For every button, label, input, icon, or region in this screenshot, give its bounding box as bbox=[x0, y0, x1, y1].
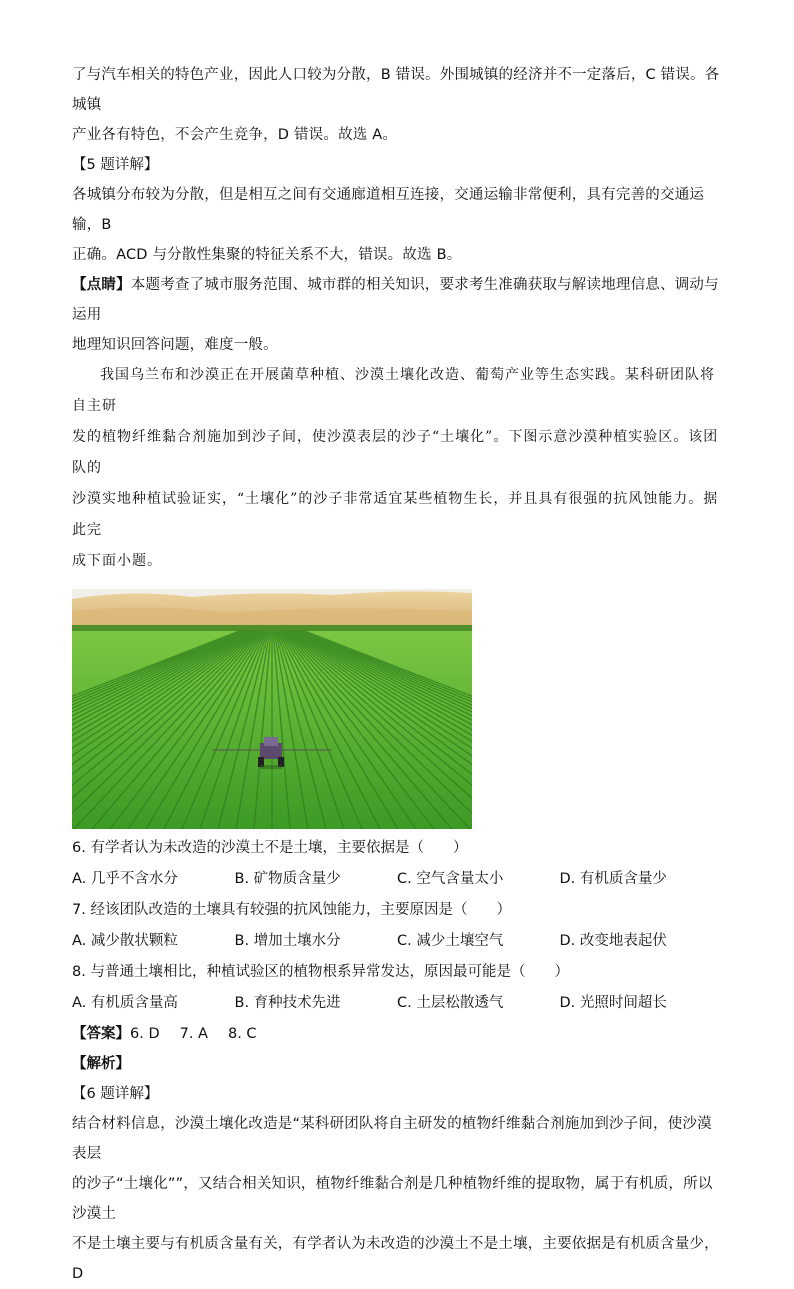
option-a: A. 减少散状颗粒 bbox=[72, 933, 178, 949]
question-8 bbox=[72, 957, 722, 1019]
document-page bbox=[72, 60, 722, 1289]
material-line: 我国乌兰布和沙漠正在开展菌草种植、沙漠土壤化改造、葡萄产业等生态实践。某科研团队将自主研 bbox=[72, 367, 715, 414]
answer-label: 【答案】 bbox=[72, 1026, 130, 1042]
answer-line bbox=[72, 1019, 722, 1049]
question-stem: 8. 与普通土壤相比，种植试验区的植物根系异常发达，原因最可能是（ ） bbox=[72, 964, 569, 980]
option-c: C. 土层松散透气 bbox=[397, 995, 504, 1011]
comment-text: 本题考查了城市服务范围、城市群的相关知识，要求考生准确获取与解读地理信息、调动与运用 bbox=[72, 277, 719, 323]
question-6 bbox=[72, 833, 722, 895]
text-line: 结合材料信息，沙漠土壤化改造是“某科研团队将自主研发的植物纤维黏合剂施加到沙子间，使沙漠表层 bbox=[72, 1116, 712, 1162]
option-a: A. 几乎不含水分 bbox=[72, 871, 178, 887]
question-stem: 7. 经该团队改造的土壤具有较强的抗风蚀能力，主要原因是（ ） bbox=[72, 902, 511, 918]
comment-paragraph bbox=[72, 270, 722, 330]
option-row bbox=[72, 864, 722, 895]
text-line: 各城镇分布较为分散，但是相互之间有交通廊道相互连接，交通运输非常便利，具有完善的交通运输，B bbox=[72, 187, 705, 233]
option-d: D. 光照时间超长 bbox=[559, 995, 667, 1011]
answer-item: 8. C bbox=[227, 1026, 257, 1042]
analysis-label: 【解析】 bbox=[72, 1056, 130, 1072]
text-line: 不是土壤主要与有机质含量有关，有学者认为未改造的沙漠土不是土壤，主要依据是有机质含量少，D bbox=[72, 1236, 719, 1282]
text-line: 产业各有特色，不会产生竞争，D 错误。故选 A。 bbox=[72, 127, 398, 143]
option-b: B. 矿物质含量少 bbox=[234, 871, 341, 887]
material-line: 成下面小题。 bbox=[72, 553, 162, 569]
option-row bbox=[72, 988, 722, 1019]
option-c: C. 空气含量太小 bbox=[397, 871, 504, 887]
question-7 bbox=[72, 895, 722, 957]
material-line: 沙漠实地种植试验证实，“土壤化”的沙子非常适宜某些植物生长，并且具有很强的抗风蚀能力。据此完 bbox=[72, 491, 719, 538]
text-line: 地理知识回答问题，难度一般。 bbox=[72, 337, 278, 353]
option-d: D. 改变地表起伏 bbox=[559, 933, 667, 949]
text-line: 正确。ACD 与分散性集聚的特征关系不大，错误。故选 B。 bbox=[72, 247, 462, 263]
text-line: 的沙子“土壤化””，又结合相关知识，植物纤维黏合剂是几种植物纤维的提取物，属于有机质，所以沙漠土 bbox=[72, 1176, 713, 1222]
material-line: 发的植物纤维黏合剂施加到沙子间，使沙漠表层的沙子“土壤化”。下图示意沙漠种植实验区。该团队的 bbox=[72, 429, 719, 476]
comment-label: 【点睛】 bbox=[72, 277, 131, 293]
answer-item: 7. A bbox=[179, 1026, 208, 1042]
text-line: 了与汽车相关的特色产业，因此人口较为分散，B 错误。外围城镇的经济并不一定落后，C 错误。各城镇 bbox=[72, 67, 720, 113]
option-row bbox=[72, 926, 722, 957]
option-c: C. 减少土壤空气 bbox=[397, 933, 504, 949]
question-stem: 6. 有学者认为未改造的沙漠土不是土壤，主要依据是（ ） bbox=[72, 840, 468, 856]
desert-farm-photo bbox=[72, 589, 472, 829]
q5-heading: 【5 题详解】 bbox=[72, 157, 159, 173]
option-b: B. 增加土壤水分 bbox=[234, 933, 341, 949]
option-a: A. 有机质含量高 bbox=[72, 995, 178, 1011]
option-d: D. 有机质含量少 bbox=[559, 871, 667, 887]
option-b: B. 育种技术先进 bbox=[234, 995, 341, 1011]
q6-heading: 【6 题详解】 bbox=[72, 1086, 159, 1102]
answer-item: 6. D bbox=[130, 1026, 160, 1042]
